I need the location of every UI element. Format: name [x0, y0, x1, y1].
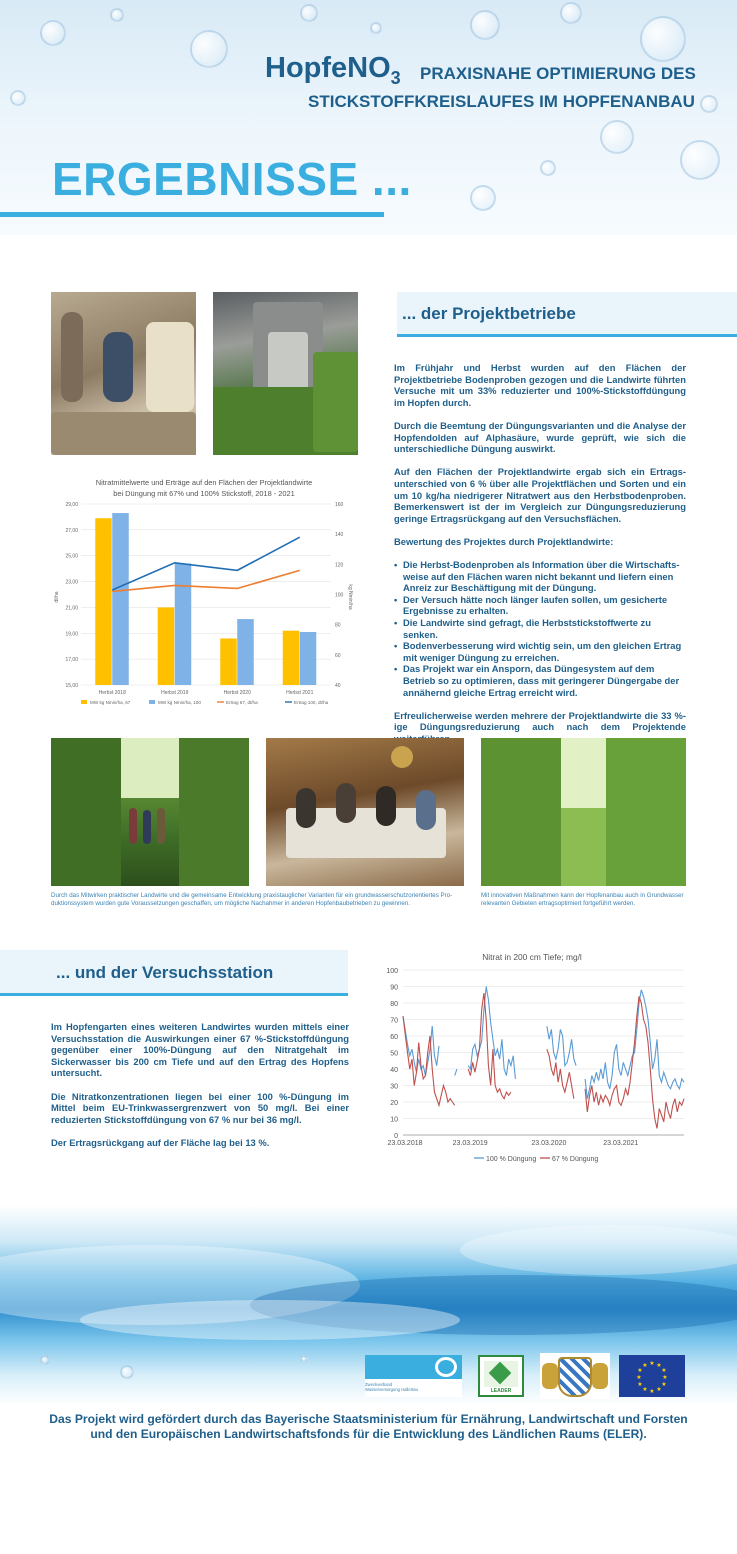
versuchsstation-para1: Im Hopfengarten eines weiteren Landwirtes wurden mittels einer Versuchsstation die Auswirkungen einer 67 %-Stickstoffdüngung gegenüber einer 100%-Düngung auf den Nitratgehalt im Sickerwasser bis 200 cm Tiefe und auf den Ertrag des Hopfens untersucht.: [51, 1021, 349, 1079]
zweckverband-logo: [365, 1355, 462, 1397]
chart2-title: Nitrat in 200 cm Tiefe; mg/l: [482, 952, 582, 962]
chart2-ytick: 10: [390, 1116, 398, 1124]
rating-item: • Bodenverbesserung wird wichtig sein, um den gleichen Ertrag mit weniger Düngung zu erreichen.: [394, 640, 686, 663]
chart1-y2label: kg Nmin/ha: [347, 584, 353, 610]
chart1-series-line: [112, 537, 300, 590]
photo-caption-2: Mit innovativen Maßnahmen kann der Hopfenanbau auch in Grundwasser relevanten Gebieten ertragsoptimiert fortgeführt werden.: [481, 892, 684, 907]
chart1-ytick: 23,00: [65, 579, 78, 586]
versuchsstation-para2: Die Nitratkonzentrationen liegen bei einer 100 %-Düngung im Mittel beim EU-Trinkwassergrenzwert von 50 mg/l. Bei einer reduzierten Stickstoffdüngung von 67 % nur bei 36 mg/l.: [51, 1090, 349, 1125]
chart1-ytick: 27,00: [65, 527, 78, 534]
eu-flag: [619, 1355, 685, 1397]
yield-nitrate-chart: [51, 472, 358, 712]
svg-text:★: ★: [637, 1381, 643, 1388]
chart1-bar: [158, 607, 175, 685]
svg-text:★: ★: [636, 1374, 642, 1381]
chart1-ytick: 15,00: [65, 683, 78, 689]
rating-item: • Die Herbst-Bodenproben als Information über die Wirtschafts-weise auf den Flächen waren nicht bekannt und liefern einen Anreiz zur Beschäftigung mit der Düngung.: [394, 559, 686, 594]
svg-text:★: ★: [656, 1386, 662, 1393]
chart2-ytick: 60: [390, 1034, 398, 1041]
rating-item: • Die Landwirte sind gefragt, die Herbststickstoffwerte zu senken.: [394, 617, 686, 640]
photo-caption-1: Durch das Mitwirken praktischer Landwirte und die gemeinsame Entwicklung praxistauglicher Varianten für ein grundwasserschutzorientiertes Pro-duktionssystem wurden gute Voraussetzungen geschaffen, um mögliche Nachahmer in anderen Hopfenbaubetrieben zu gewinnen.: [51, 892, 453, 907]
svg-text:★: ★: [661, 1381, 667, 1388]
rating-item: • Das Projekt war ein Ansporn, das Düngesystem auf dem Betrieb so zu optimieren, dass mit geringerer Düngergabe der annähernd gleiche Ertrag erreicht wird.: [394, 663, 686, 698]
chart2-series-line: [547, 1026, 576, 1066]
chart1-ytick: 25,00: [65, 553, 78, 560]
projektbetriebe-para1: Im Frühjahr und Herbst wurden auf den Flächen der Projektbetriebe Bodenproben gezogen und die Landwirte führten Versuche mit um 33% reduzierter und 100%-Stickstoffdüngung im Hopfen durch.: [394, 362, 686, 408]
rating-item: • Der Versuch hätte noch länger laufen sollen, um gesicherte Ergebnisse zu erhalten.: [394, 594, 686, 617]
section-projektbetriebe-line: [397, 334, 737, 337]
photo-hop-field-group: [51, 738, 249, 886]
chart2-legend-label: 100 % Düngung: [486, 1156, 537, 1163]
rating-heading: Bewertung des Projektes durch Projektlandwirte:: [394, 535, 614, 547]
versuchsstation-para3: Der Ertragsrückgang auf der Fläche lag bei 13 %.: [51, 1136, 270, 1148]
chart1-legend-label: MW kg Nmin/ha, 67: [90, 700, 131, 705]
chart1-ytick: 21,00: [65, 605, 78, 612]
chart2-xtick: 23.03.2019: [452, 1140, 488, 1147]
section-projektbetriebe-title: ... der Projektbetriebe: [402, 304, 576, 323]
projektbetriebe-closing: Erfreulicherweise werden mehrere der Projektlandwirte die 33 %-ige Düngungsreduzierung auch nach dem Projektende: [394, 709, 686, 733]
chart1-ytick: 17,00: [65, 657, 78, 664]
heading-underline: [0, 212, 384, 217]
chart2-ytick: 40: [390, 1067, 398, 1074]
svg-text:★: ★: [649, 1360, 655, 1367]
chart1-bar: [175, 563, 192, 685]
chart1-y2tick: 100: [335, 592, 344, 599]
chart1-bar: [283, 631, 300, 685]
nitrate-chart: [370, 946, 692, 1168]
chart2-ytick: 0: [394, 1133, 398, 1140]
photo-hop-rows: [481, 738, 686, 886]
chart1-y2tick: 80: [335, 622, 341, 629]
chart1-xtick: Herbst 2021: [286, 690, 314, 696]
chart2-xtick: 23.03.2018: [387, 1140, 423, 1147]
eu-stars-icon: [619, 1355, 685, 1397]
svg-text:★: ★: [642, 1386, 648, 1393]
chart2-legend-label: 67 % Düngung: [552, 1156, 599, 1163]
project-subtitle-line1: PRAXISNAHE OPTIMIERUNG DES: [420, 64, 696, 83]
chart1-legend-swatch: [149, 700, 155, 704]
svg-text:★: ★: [662, 1374, 668, 1381]
chart2-xtick: 23.03.2020: [531, 1140, 567, 1147]
zweckverband-logo-text: Zweckverband Wasserversorgung Hallertau: [365, 1382, 418, 1392]
svg-text:★: ★: [642, 1362, 648, 1369]
chart1-y2tick: 160: [335, 502, 344, 508]
chart1-xtick: Herbst 2020: [223, 690, 251, 696]
chart1-ytick: 29,00: [65, 502, 78, 508]
chart2-ytick: 80: [390, 1001, 398, 1008]
chart2-ytick: 30: [390, 1083, 398, 1091]
chart2-ytick: 20: [390, 1100, 398, 1107]
photo-meeting: [266, 738, 464, 886]
projektbetriebe-text: [394, 362, 686, 756]
chart1-legend-label: MW kg Nmin/ha, 100: [158, 700, 201, 705]
funding-line1: Das Projekt wird gefördert durch das Bayerische Staatsministerium für Ernährung, Landwirtschaft und Forsten: [49, 1412, 688, 1426]
yield-nitrate-chart-svg: [51, 472, 358, 712]
chart2-xtick: 23.03.2021: [603, 1140, 639, 1147]
bavarian-coat-of-arms: [540, 1353, 610, 1399]
chart1-y2tick: 120: [335, 562, 344, 569]
chart1-bar: [237, 619, 254, 685]
chart1-subtitle: bei Düngung mit 67% und 100% Stickstoff, 2018 - 2021: [113, 489, 295, 498]
chart1-ylabel: dt/ha: [54, 591, 60, 603]
chart1-ytick: 19,00: [65, 631, 78, 638]
chart2-series-line: [455, 1069, 457, 1076]
chart1-bar: [112, 513, 129, 685]
funding-statement: [20, 1412, 717, 1442]
chart1-xtick: Herbst 2018: [98, 690, 126, 696]
page-heading: ERGEBNISSE ...: [52, 153, 412, 205]
chart1-bar: [220, 638, 237, 685]
rating-list: [394, 559, 686, 698]
chart1-y2tick: 140: [335, 532, 344, 539]
chart2-series-line: [403, 1016, 455, 1105]
photo-farmers-warehouse: [51, 292, 196, 455]
chart2-ytick: 100: [386, 968, 398, 975]
nitrate-chart-svg: [370, 946, 692, 1168]
chart1-legend-label: Ertrag 67, dt/ha: [226, 700, 258, 705]
project-title: HopfeNO$_3$: [265, 52, 401, 88]
chart2-ytick: 90: [390, 984, 398, 992]
versuchsstation-text: [51, 1021, 349, 1160]
chart1-y2tick: 40: [335, 683, 341, 689]
chart1-bar: [95, 518, 112, 685]
projektbetriebe-para2: Durch die Beemtung der Düngungsvarianten und die Analyse der Hopfendolden auf Alphasäure, wurde geprüft, wie sich die unterschiedliche Düngung auswirkt.: [394, 419, 686, 455]
chart1-title: Nitratmittelwerte und Erträge auf den Flächen der Projektlandwirte: [95, 478, 313, 487]
chart1-bar: [300, 632, 317, 685]
svg-text:★: ★: [637, 1367, 643, 1374]
chart2-ytick: 70: [390, 1017, 398, 1025]
projektbetriebe-para3: Auf den Flächen der Projektlandwirte ergab sich ein Ertrags-unterschied von 6 % über alle Projektflächen und Sorten und ein um 10 kg/ha niedrigerer Nitratwert aus den Herbstbodenproben. Bemerkenswert ist der im Vergleich zur Düngungsreduzierung geringe Ertragsrückgang auf den Versuchsflächen.: [394, 466, 686, 524]
chart2-ytick: 50: [390, 1050, 398, 1058]
photo-drying-hall: [213, 292, 358, 455]
svg-text:★: ★: [661, 1367, 667, 1374]
funding-line2: und den Europäischen Landwirtschaftsfonds für die Entwicklung des Ländlichen Raums (ELER).: [90, 1427, 647, 1441]
section-versuchsstation-line: [0, 993, 348, 996]
chart2-series-line: [547, 1049, 574, 1099]
section-versuchsstation-title: ... und der Versuchsstation: [56, 963, 274, 982]
svg-text:★: ★: [649, 1388, 655, 1395]
chart1-xtick: Herbst 2019: [161, 690, 189, 696]
project-subtitle-line2: STICKSTOFFKREISLAUFES IM HOPFENANBAU: [308, 92, 695, 111]
leader-logo: [478, 1355, 524, 1397]
chart1-y2tick: 60: [335, 652, 341, 659]
chart1-legend-label: Ertrag 100, dt/ha: [294, 700, 329, 705]
chart1-legend-swatch: [81, 700, 87, 704]
chart1-series-line: [112, 570, 300, 591]
chart2-series-line: [585, 996, 684, 1128]
svg-text:★: ★: [656, 1362, 662, 1369]
leader-logo-text: LEADER: [490, 1388, 512, 1394]
